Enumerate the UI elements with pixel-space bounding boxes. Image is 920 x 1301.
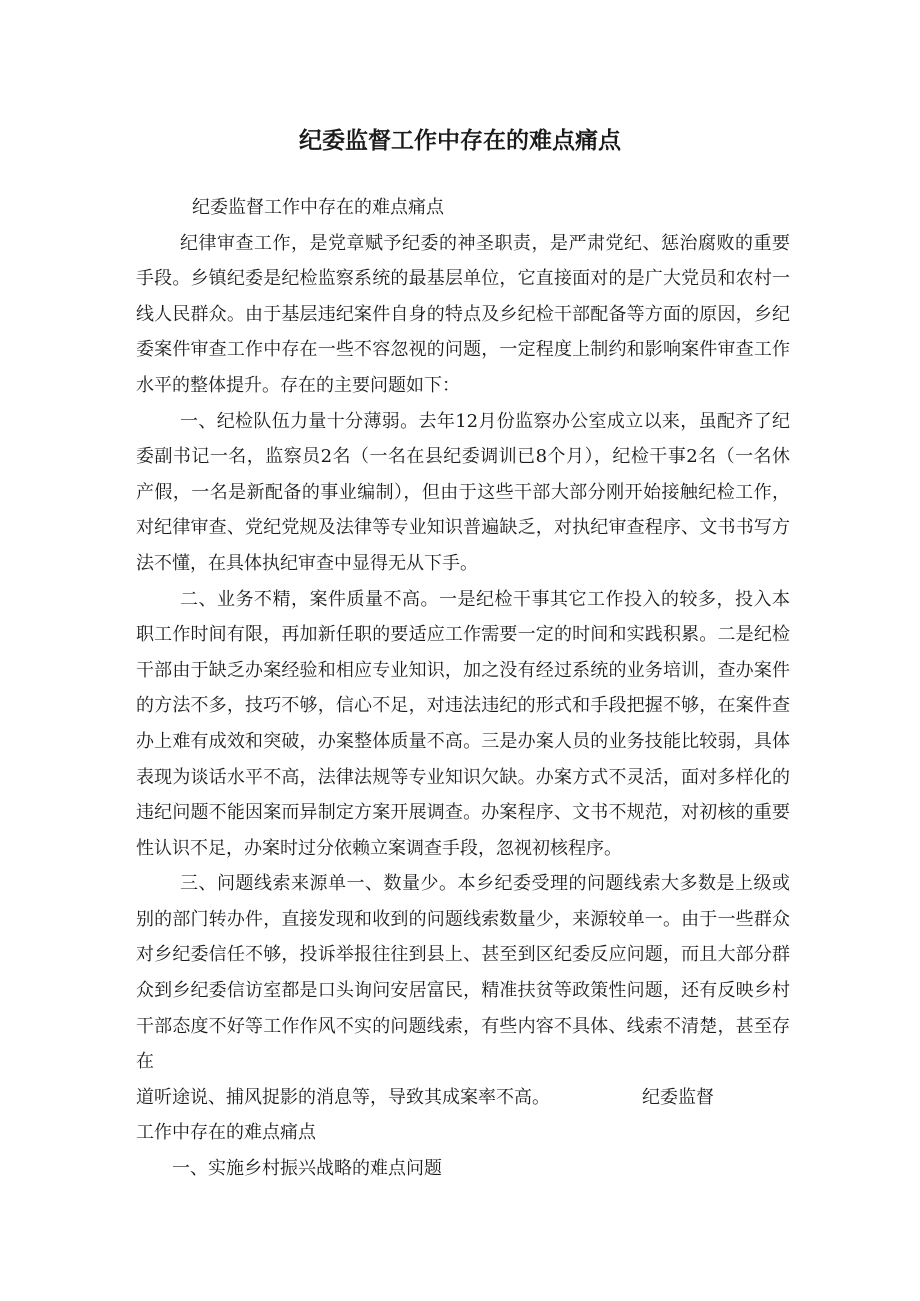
document-body [136, 190, 790, 1187]
trailing-text-a: 道听途说、捕风捉影的消息等，导致其成案率不高。 [136, 1086, 550, 1108]
section-heading: 一、实施乡村振兴战略的难点问题 [172, 1158, 442, 1180]
paragraph-point-3: 三、问题线索来源单一、数量少。本乡纪委受理的问题线索大多数是上级或别的部门转办件，直接发现和收到的问题线索数量少，来源较单一。由于一些群众对乡纪委信任不够，投诉举报往往到县上、甚至到区纪委反应问题，而且大部分群众到乡纪委信访室都是口头询问安居富民，精准扶贫等政策性问题，还有反映乡村干部态度不好等工作作风不实的问题线索，有些内容不具体、线索不清楚，甚至存在 [136, 873, 790, 1073]
trailing-text-b: 纪委监督 [642, 1086, 714, 1108]
trailing-line [136, 1080, 790, 1116]
paragraph-intro: 纪律审查工作，是党章赋予纪委的神圣职责，是严肃党纪、惩治腐败的重要手段。乡镇纪委是纪检监察系统的最基层单位，它直接面对的是广大党员和农村一线人民群众。由于基层违纪案件自身的特点及乡纪检干部配备等方面的原因，乡纪委案件审查工作中存在一些不容忽视的问题，一定程度上制约和影响案件审查工作水平的整体提升。存在的主要问题如下： [136, 232, 790, 396]
paragraph-point-2: 二、业务不精，案件质量不高。一是纪检干事其它工作投入的较多，投入本职工作时间有限，再加新任职的要适应工作需要一定的时间和实践积累。二是纪检干部由于缺乏办案经验和相应专业知识，加之没有经过系统的业务培训，查办案件的方法不多，技巧不够，信心不足，对违法违纪的形式和手段把握不够，在案件查办上难有成效和突破，办案整体质量不高。三是办案人员的业务技能比较弱，具体表现为谈话水平不高，法律法规等专业知识欠缺。办案方式不灵活，面对多样化的违纪问题不能因案而异制定方案开展调查。办案程序、文书不规范，对初核的重要性认识不足，办案时过分依赖立案调查手段，忽视初核程序。 [136, 588, 790, 859]
document-title: 纪委监督工作中存在的难点痛点 [299, 128, 621, 154]
trailing-text-c: 工作中存在的难点痛点 [136, 1122, 316, 1144]
document-subtitle: 纪委监督工作中存在的难点痛点 [192, 197, 444, 218]
paragraph-point-1: 一、纪检队伍力量十分薄弱。去年12月份监察办公室成立以来，虽配齐了纪委副书记一名，监察员2名（一名在县纪委调训已8个月），纪检干事2名（一名休产假，一名是新配备的事业编制），但由于这些干部大部分刚开始接触纪检工作，对纪律审查、党纪党规及法律等专业知识普遍缺乏，对执纪审查程序、文书书写方法不懂，在具体执纪审查中显得无从下手。 [136, 410, 790, 574]
